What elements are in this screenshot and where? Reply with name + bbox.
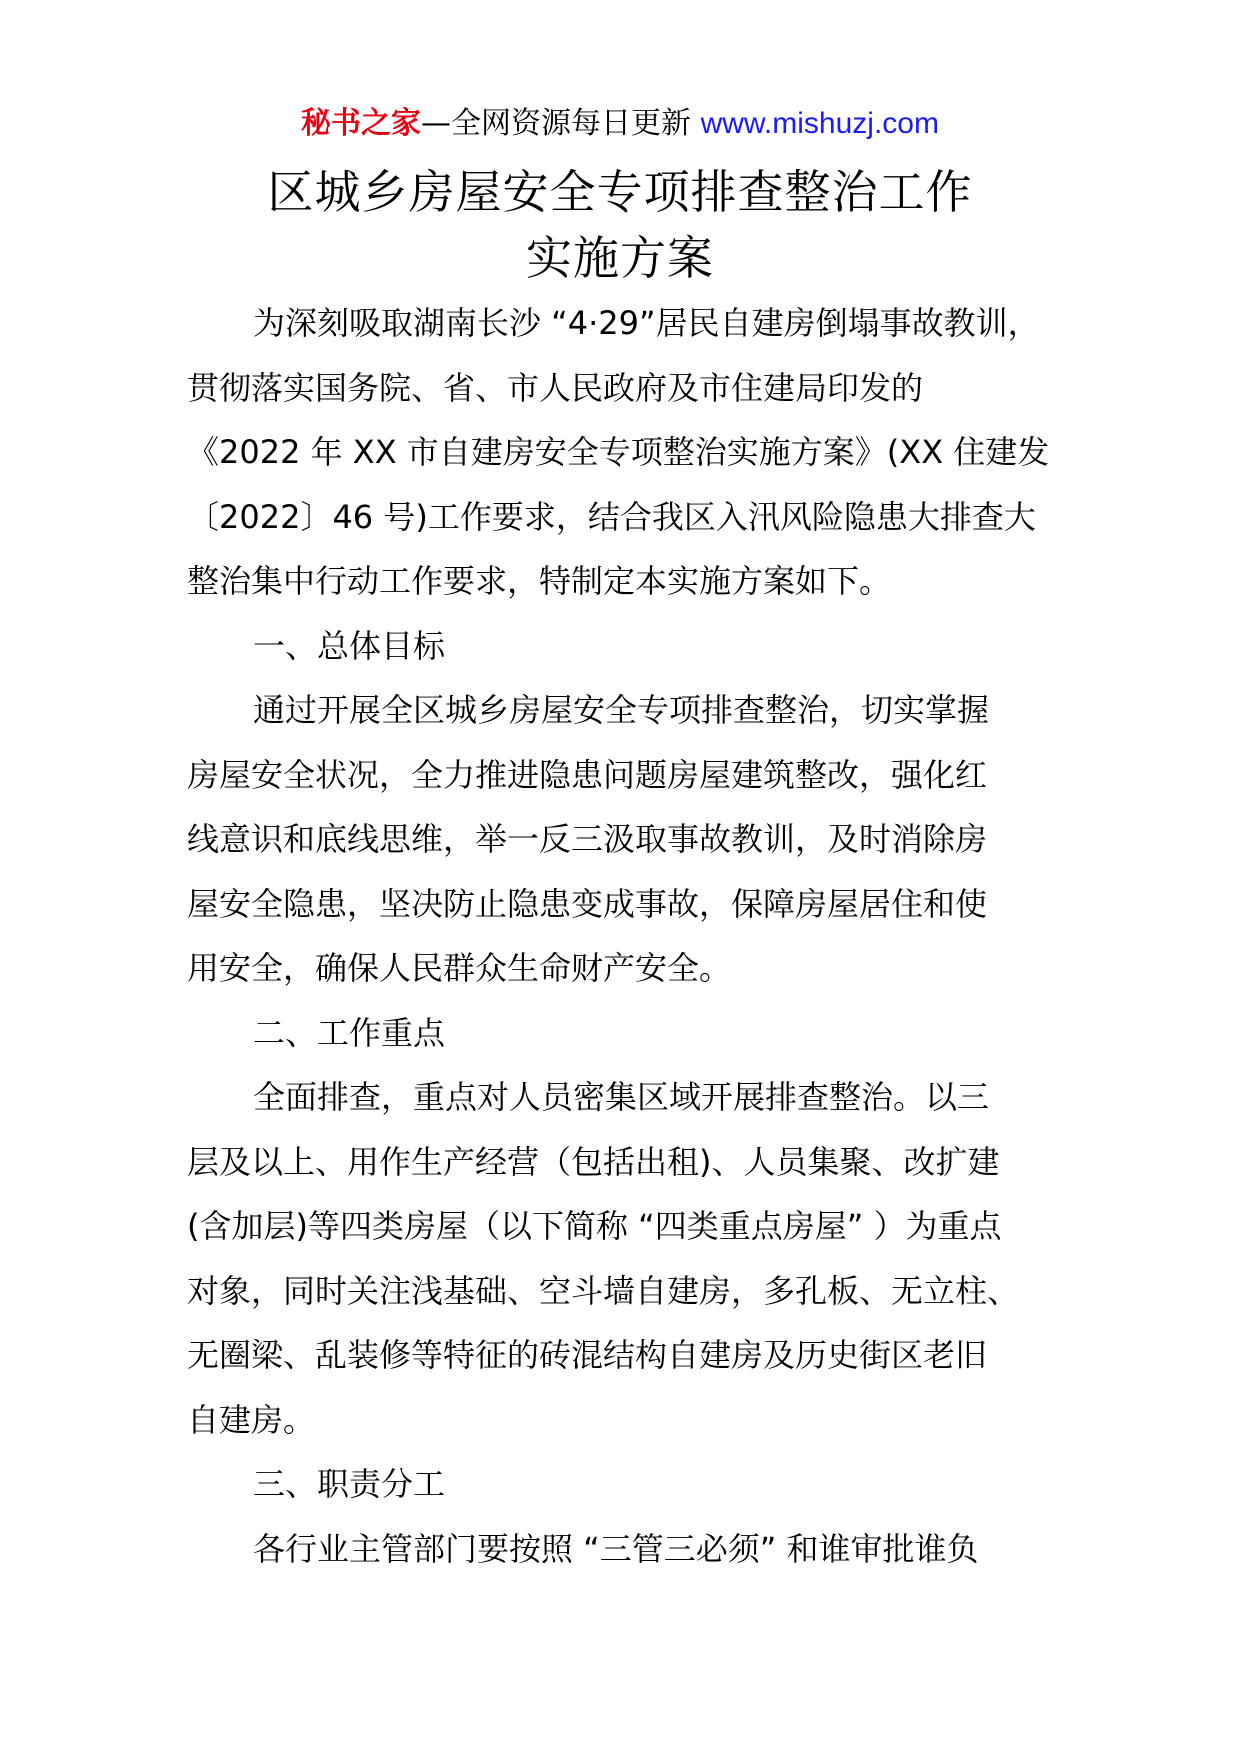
document-title-line-2: 实施方案 [526,231,714,285]
brand-name: 秘书之家 [301,106,422,141]
section-heading-goals: 一、总体目标 [253,626,446,665]
section-heading-duties: 三、职责分工 [253,1465,446,1503]
paragraph-focus-line: 层及以上、用作生产经营（包括出租)、人员集聚、改扩建 [187,1142,1000,1181]
paragraph-intro-line: 为深刻吸取湖南长沙 “4·29”居民自建房倒塌事故教训， [253,304,1040,342]
paragraph-focus-line: 全面排查，重点对人员密集区域开展排查整治。以三 [253,1078,990,1116]
paragraph-focus-line: 对象，同时关注浅基础、空斗墙自建房，多孔板、无立柱、 [187,1271,1020,1310]
paragraph-focus-line: 无圈梁、乱装修等特征的砖混结构自建房及历史街区老旧 [187,1336,988,1374]
paragraph-goals-line: 屋安全隐患，坚决防止隐患变成事故，保障房屋居住和使 [187,884,988,923]
website-link[interactable]: www.mishuzj.com [700,107,939,140]
header-banner [0,104,1240,144]
paragraph-intro-line: 《2022 年 XX 市自建房安全专项整治实施方案》(XX 住建发 [187,433,1050,471]
paragraph-intro-line: 整治集中行动工作要求，特制定本实施方案如下。 [187,562,892,600]
paragraph-intro-line: 贯彻落实国务院、省、市人民政府及市住建局印发的 [187,368,924,407]
paragraph-intro-line: 〔2022〕46 号)工作要求，结合我区入汛风险隐患大排查大 [187,497,1036,536]
paragraph-focus-line: 自建房。 [187,1400,316,1439]
paragraph-duties-line: 各行业主管部门要按照 “三管三必须” 和谁审批谁负 [253,1529,979,1568]
section-heading-focus: 二、工作重点 [253,1013,446,1052]
document-title-line-1: 区城乡房屋安全专项排查整治工作 [267,165,973,219]
paragraph-goals-line: 房屋安全状况，全力推进隐患问题房屋建筑整改，强化红 [187,755,988,794]
paragraph-goals-line: 通过开展全区城乡房屋安全专项排查整治，切实掌握 [253,691,990,729]
paragraph-focus-line: (含加层)等四类房屋（以下简称 “四类重点房屋” ）为重点 [187,1207,1002,1245]
paragraph-goals-line: 用安全，确保人民群众生命财产安全。 [187,949,732,987]
document-body [187,291,1067,1581]
paragraph-goals-line: 线意识和底线思维，举一反三汲取事故教训，及时消除房 [187,820,988,858]
banner-slogan: —全网资源每日更新 [421,106,701,141]
